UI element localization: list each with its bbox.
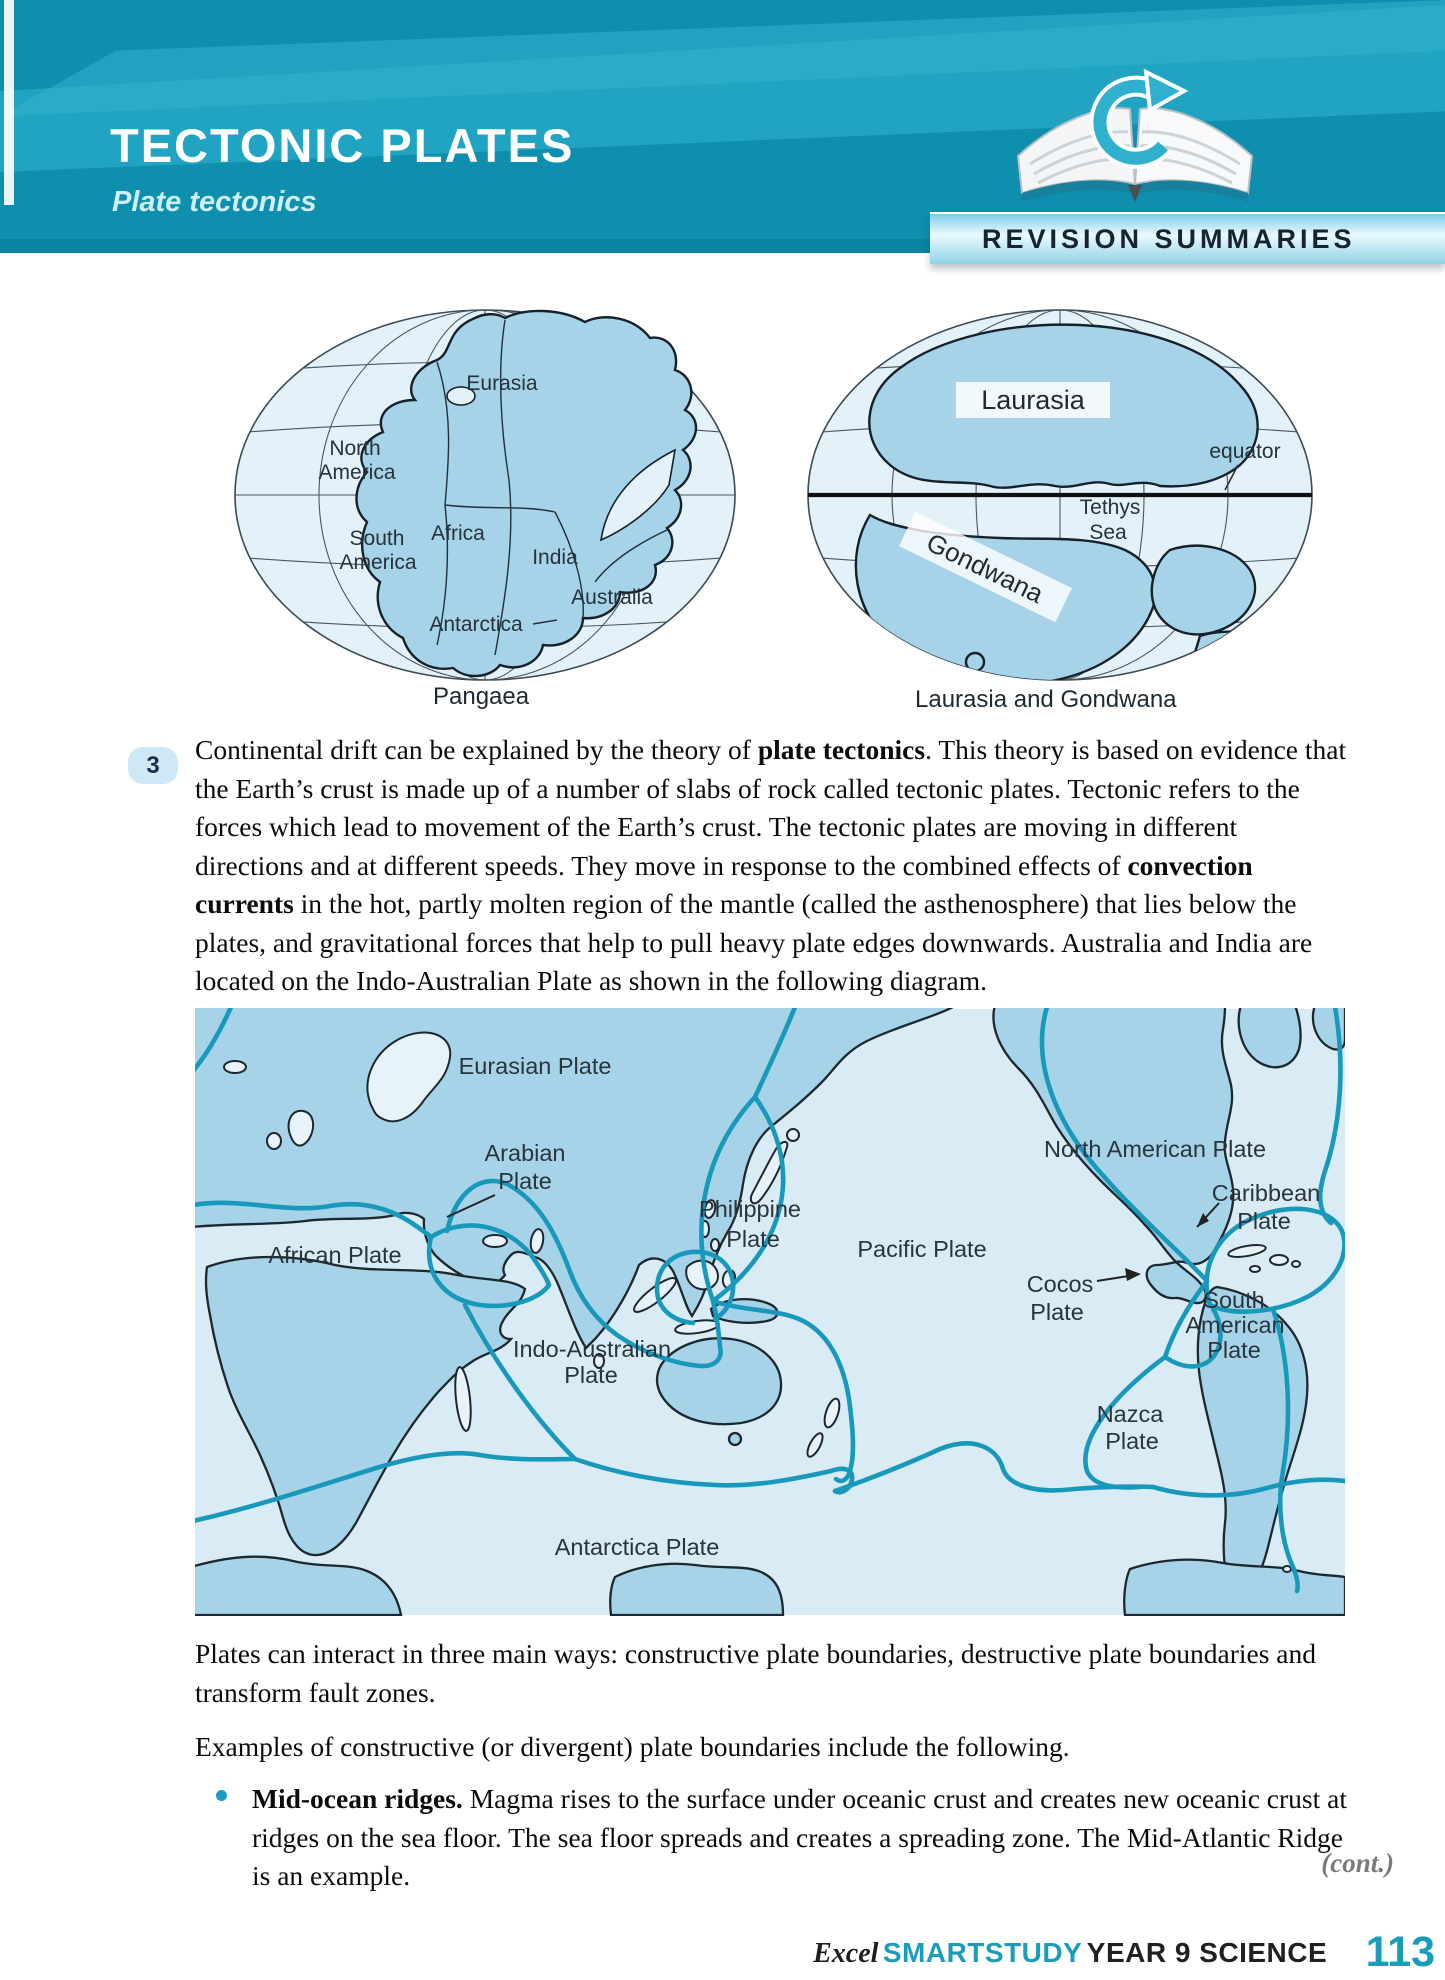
label-equator: equator (1209, 440, 1281, 463)
bullet-mid-ocean-ridges (252, 1780, 1347, 1896)
label-arabian: Arabian (484, 1140, 566, 1166)
label-nazca-plate: Plate (1105, 1428, 1159, 1454)
brand-excel: Excel (813, 1938, 879, 1969)
open-book-refresh-icon (1000, 64, 1270, 214)
label-caribbean: Caribbean (1211, 1180, 1321, 1206)
item-number-badge: 3 (128, 747, 178, 784)
label-african-plate: African Plate (268, 1242, 402, 1268)
footer (535, 1928, 1435, 1977)
label-caribbean-plate: Plate (1237, 1208, 1291, 1234)
label-south: South (1203, 1287, 1265, 1313)
para3-text-3: in the hot, partly molten region of the mantle (called the asthenosphere) that lies below the plates, and gravitational forces that help to pull heavy plate edges downwards. Australia and India are located on the Indo-Australian Plate as shown in the following diagram. (195, 888, 1313, 996)
pangaea-globe-figure (205, 300, 770, 720)
tectonic-plates-map (195, 1008, 1345, 1616)
para3-text-2: . This theory is based on evidence that the Earth’s crust is made up of a number of slabs of rock called tectonic plates. Tectonic refers to the forces which lead to movement of the Earth’s crust. The tectonic plates are moving in different directions and at different speeds. They move in response to the combined effects of (195, 734, 1347, 881)
paragraph-plate-interactions: Plates can interact in three main ways: constructive plate boundaries, destructive plate boundaries and transform fault zones. (195, 1638, 1317, 1708)
label-nazca: Nazca (1096, 1401, 1164, 1427)
pangaea-caption: Pangaea (433, 683, 530, 710)
label-tethys-sea: Sea (1089, 521, 1127, 544)
page-edge-strip (4, 0, 14, 205)
label-north-american-plate: North American Plate (1043, 1136, 1267, 1162)
label-arabian-plate: Plate (498, 1168, 552, 1194)
para3-text-1: Continental drift can be explained by the theory of (195, 734, 758, 765)
bullet-body-text: Magma rises to the surface under oceanic crust and creates new oceanic crust at ridges on the sea floor. The sea floor spreads and creates a spreading zone. The Mid-Atlantic Ridge is an example. (252, 1783, 1347, 1891)
brand-smartstudy: SMARTSTUDY (882, 1937, 1083, 1968)
bullet-marker (216, 1790, 227, 1801)
paragraph-plate-tectonics (195, 731, 1347, 1001)
label-antarctica-plate: Antarctica Plate (554, 1534, 720, 1560)
label-africa: Africa (431, 522, 485, 545)
label-antarctica: Antarctica (429, 613, 523, 636)
label-australia: Australia (571, 586, 653, 609)
label-philippine: Philippine (699, 1196, 801, 1222)
para3-bold-convection-currents: convection currents (195, 849, 1253, 919)
label-indo-australian-plate: Plate (564, 1362, 618, 1388)
paragraph-constructive-examples: Examples of constructive (or divergent) plate boundaries include the following. (195, 1731, 1070, 1762)
label-india: India (532, 546, 578, 569)
page-title: TECTONIC PLATES (110, 119, 575, 172)
bullet-bold-lead: Mid-ocean ridges. (252, 1783, 463, 1814)
para3-bold-plate-tectonics: plate tectonics (757, 734, 926, 765)
label-cocos: Cocos (1026, 1271, 1094, 1297)
banner-label: REVISION SUMMARIES (982, 223, 1356, 254)
label-south-american: American (1185, 1312, 1285, 1338)
page-subtitle: Plate tectonics (112, 186, 317, 218)
label-south: South (349, 527, 405, 550)
label-philippine-plate: Plate (726, 1226, 780, 1252)
label-north-america: America (318, 461, 396, 484)
label-laurasia: Laurasia (981, 385, 1085, 415)
label-north: North (329, 437, 381, 460)
label-eurasian-plate: Eurasian Plate (458, 1053, 612, 1079)
label-south-american-plate: Plate (1207, 1337, 1261, 1363)
label-pacific-plate: Pacific Plate (857, 1236, 987, 1262)
continued-marker: (cont.) (1321, 1848, 1394, 1878)
label-south-america: America (339, 551, 417, 574)
page-number: 113 (1365, 1928, 1435, 1976)
laurasia-gondwana-caption: Laurasia and Gondwana (915, 686, 1177, 713)
revision-summaries-banner (930, 212, 1445, 264)
laurasia-gondwana-globe-figure (770, 300, 1345, 720)
brand-year-science: YEAR 9 SCIENCE (1086, 1937, 1328, 1968)
label-tethys: Tethys (1079, 496, 1141, 519)
label-gondwana: Gondwana (921, 526, 1049, 610)
label-eurasia: Eurasia (466, 372, 538, 395)
label-cocos-plate: Plate (1030, 1299, 1084, 1325)
label-indo-australian: Indo-Australian (512, 1336, 672, 1362)
